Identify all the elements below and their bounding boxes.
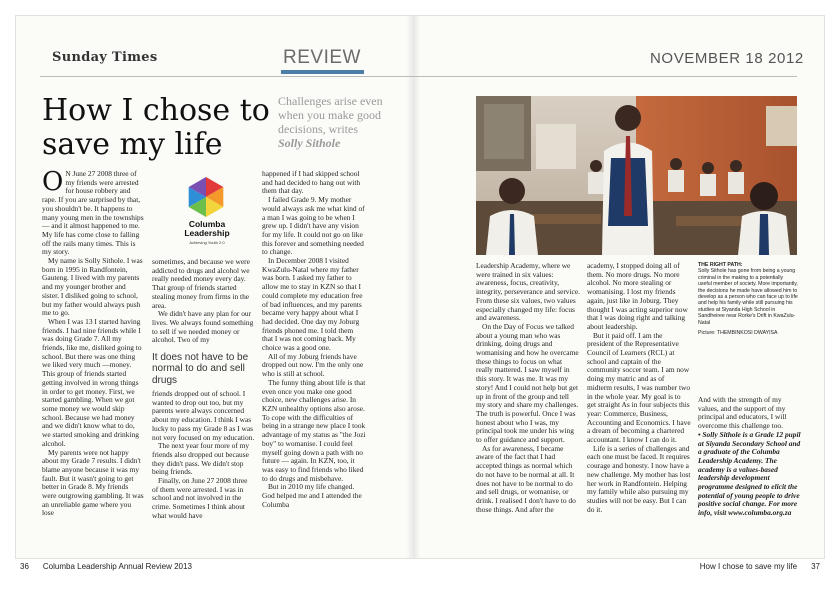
body-paragraph: On the Day of Focus we talked about a young man who was drinking, doing drugs and womanising and how he overcame these things to focus on what really mattered. I saw myself in this story. It was me. It was my story! And I could not help but get up in front of the group and tell my story and share my challenges. The truth is powerful. Once I was honest about who I was, my principal took me under his wing to offer guidance and support. — [476, 321, 579, 445]
body-paragraph: friends dropped out of school. I wanted to drop out too, but my parents were always concerned about my education. I think I was lucky to pass my Grade 8 as I was not very focused on my education. — [152, 390, 255, 442]
body-paragraph: When I was 13 I started having friends. I had nine friends while I was doing Grade 7. All my friends, like me, disliked going to school. But there was one thing we liked very much —money. This group of friends started getting involved in wrong things in order to get money. First, we started gambling. When we got some money we would skip school. Because we had money and we didn't know what to do, we started smoking and drinking alcohol. — [42, 316, 142, 448]
body-column-2-top — [152, 258, 255, 346]
body-column-4 — [476, 262, 580, 536]
footer-article-title: How I chose to save my life — [699, 562, 798, 571]
body-paragraph: O N June 27 2008 three of my friends were arrested for house robbery and rape. If you are surprised by that, you shouldn't be. It happens to many young men in the townships — and it almost happened to me. My life has come close to falling off the rails many times. This is my story. — [42, 170, 144, 257]
drop-cap: O — [42, 170, 64, 197]
body-paragraph: academy, I stopped doing all of them. No more drugs. No more alcohol. No more stealing or womanising. I lost my friends again, just like in Joburg. They thought I was acting superior now that I was doing right and talking about leadership. — [587, 262, 688, 331]
body-paragraph: I failed Grade 9. My mother would always ask me what kind of a man I was going to be when I grew up. I didn't have any vision for my life. It could not go on like this forever and something needed to change. — [262, 195, 365, 257]
body-paragraph: My name is Solly Sithole. I was born in 1995 in Randfontein, Gauteng. I lived with my parents and my younger brother and sister. I disliked going to school, but my father would always push me to go. — [42, 256, 143, 318]
publication-logo: Sunday Times — [52, 50, 158, 65]
pull-quote: It does not have to be normal to do and sell drugs — [152, 352, 249, 386]
caption-text: Solly Sithole has gone from being a young criminal in the making to a potentially useful member of society. More importantly, the decisions he made have allowed him to develop as a person who can face up to life and help his family while still pursuing his studies at Siyanda High School in Sandfreiree near Rorke's Drift in KwaZulu-Natal — [698, 268, 798, 326]
body-paragraph: But it paid off. I am the president of the Representative Council of Learners (RCL) at school and captain of the community soccer team. I am now doing my matric and as of midterm results, I was number two in the whole year. My goal is to get straight As in four subjects this year: Commerce, Business, Accounting and Economics. I have a dream of becoming a chartered accountant. I know I can do it. — [587, 330, 691, 445]
body-paragraph: Life is a series of challenges and each one must be faced. It requires courage and honesty. I now have a new challenge. My mother has lost her work in Randfontein. Helping my family while also pursuing my studies will not be easy. But I can do it. — [587, 443, 691, 514]
left-page-number: 36 — [20, 562, 29, 571]
body-paragraph: The next year four more of my friends also dropped out because they didn't pass. We didn't stop being friends. — [152, 441, 250, 477]
body-paragraph: My parents were not happy about my Grade 7 results. I didn't blame anyone because it was my fault. But it wasn't going to get better in Grade 8. My friends were outgrowing gambling. It was an unreliable game where you lose — [42, 447, 144, 518]
body-paragraph: Finally, on June 27 2008 three of them were arrested. I was in school and not involved in the crime. Sometimes I think about what would have — [152, 476, 248, 520]
body-column-6 — [698, 396, 802, 536]
body-paragraph: We didn't have any plan for our lives. We always found something to sell if we needed money or alcohol. Two of my — [152, 309, 254, 345]
classroom-photo — [476, 96, 797, 255]
footer-publication-rest: Annual Review 2013 — [118, 562, 192, 571]
footer-left — [20, 562, 192, 571]
footer-publication: Columba Leadership — [42, 562, 117, 571]
article-headline: How I chose to save my life — [42, 93, 270, 162]
columba-logo-mark-icon — [184, 175, 228, 219]
columba-logo — [178, 175, 236, 249]
body-column-1 — [42, 170, 144, 536]
page-fold — [406, 16, 420, 558]
section-underline — [281, 70, 364, 74]
right-page-number: 37 — [811, 562, 820, 571]
body-paragraph: sometimes, and because we were addicted to drugs and alcohol we really needed money every day. That group of friends started stealing money from firms in the area. — [152, 258, 250, 310]
logo-name: Columba Leadership — [184, 219, 230, 238]
body-paragraph: In December 2008 I visited KwaZulu-Natal where my father was born. I asked my father to allow me to stay in KZN so that I could complete my education free of bad influences, and my parents became very happy about what I had decided. One day my Joburg friends phoned me. I told them that I was not coming back. My choice was a good one. — [262, 256, 363, 353]
body-paragraph: As for awareness, I became aware of the fact that I had accepted things as normal which do not have to be normal at all. It does not have to be normal to do and sell drugs, or womanise, or drink. I realised I don't have to do those things. And after the — [476, 443, 576, 514]
body-paragraph: All of my Joburg friends have dropped out now. I'm the only one who is still at school. — [262, 351, 364, 379]
caption-title: THE RIGHT PATH: — [698, 262, 743, 268]
body-column-5 — [587, 262, 691, 536]
issue-date: NOVEMBER 18 2012 — [650, 50, 804, 67]
body-column-3 — [262, 170, 366, 536]
body-paragraph: And with the strength of my values, and the support of my principal and educators, I will overcome this challenge too. — [698, 396, 787, 431]
classroom-photo-image — [476, 96, 797, 255]
body-paragraph: The funny thing about life is that even once you make one good choice, new challenges arise. In KZN unhealthy options also arose. To cope with the difficulties of being in a strange new place I took advantage of my status as "the Jozi boy" to womanise. I could feel myself going down a path with no future — again. In KZN, too, it was easy to find friends who liked to do drugs and misbehave. — [262, 377, 366, 483]
standfirst-text: Challenges arise even when you make good decisions, writes — [278, 94, 383, 136]
body-paragraph: happened if I had skipped school and had decided to hang out with them that day. — [262, 170, 361, 196]
footer-right — [700, 562, 820, 571]
logo-tagline: Achieving Youth 2.0 — [189, 240, 225, 245]
author-byline: Solly Sithole — [278, 136, 341, 150]
body-paragraph: But in 2010 my life changed. God helped me and I attended the Columba — [262, 482, 362, 509]
author-bio: • Solly Sithole is a Grade 12 pupil at Siyanda Secondary School and a graduate of the Columba Leadership Academy. The academy is a values-based leadership development programme designed to elicit the potential of young people to drive positive social change. For more info, visit www.columba.org.za — [698, 429, 801, 518]
article-standfirst — [278, 94, 383, 150]
photo-caption — [698, 262, 798, 336]
photo-credit: Picture: THEMBINKOSI DWAYISA — [698, 330, 778, 337]
body-paragraph: Leadership Academy, where we were trained in six values: awareness, focus, creativity, integrity, perseverance and service. From these six values, two values especially changed my life: focus and awareness. — [476, 262, 580, 323]
section-label: REVIEW — [283, 47, 361, 68]
body-column-2-bottom — [152, 390, 255, 536]
header-rule — [40, 76, 797, 77]
